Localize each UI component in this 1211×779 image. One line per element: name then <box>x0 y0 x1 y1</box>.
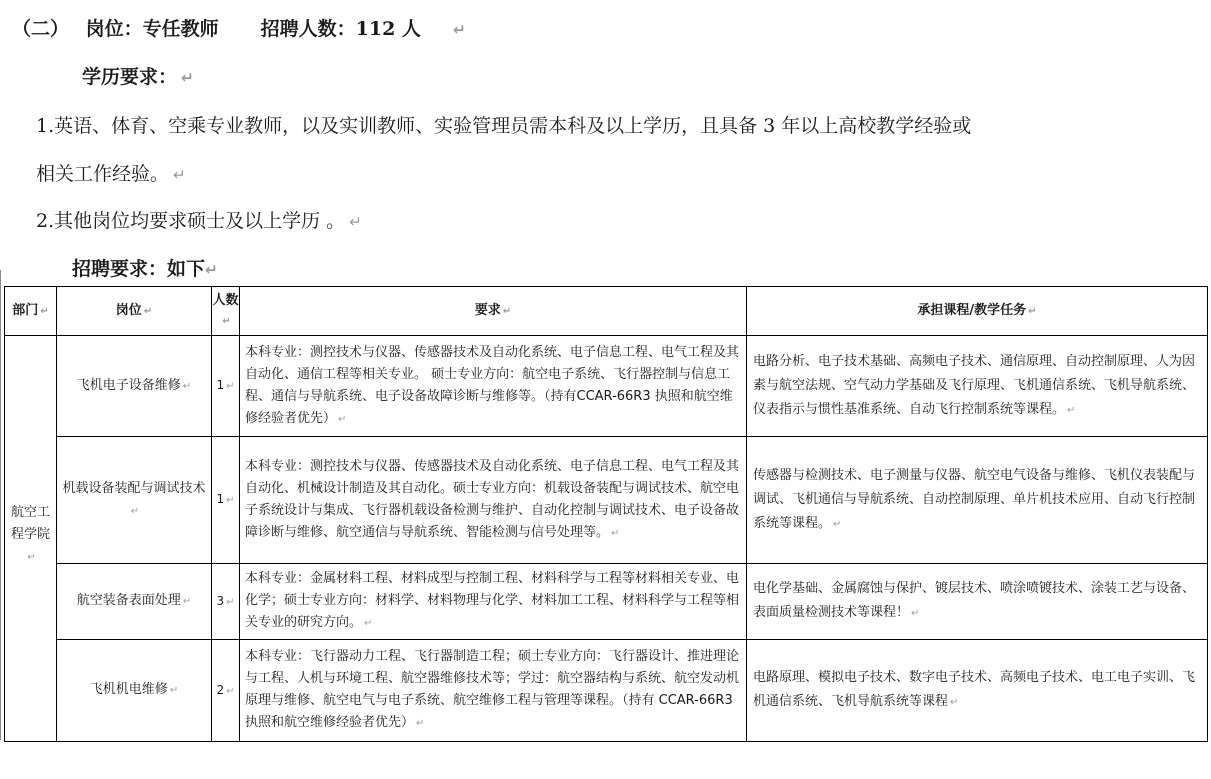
cell-mark-icon: ↵ <box>416 718 425 729</box>
cell-mark-icon: ↵ <box>27 552 36 563</box>
cell-mark-icon: ↵ <box>833 518 842 530</box>
courses-cell: 电路分析、电子技术基础、高频电子技术、通信原理、自动控制原理、人为因素与航空法规、空气动力学基础及飞行原理、飞机通信系统、飞机导航系统、仪表指示与惯性基准系统、自动飞行控制系统等课程。 ↵ <box>747 336 1208 437</box>
education-title <box>82 62 194 89</box>
cell-mark-icon: ↵ <box>222 315 231 327</box>
table-row <box>5 564 1208 640</box>
courses-cell: 传感器与检测技术、电子测量与仪器、航空电气设备与维修、飞机仪表装配与调试、飞机通信与导航系统、自动控制原理、单片机技术应用、自动飞行控制系统等课程。 ↵ <box>747 437 1208 564</box>
header-dept: 部门 ↵ <box>5 287 57 336</box>
cell-mark-icon: ↵ <box>1028 305 1037 317</box>
education-title-text: 学历要求： <box>82 66 178 88</box>
cell-mark-icon: ↵ <box>226 685 235 697</box>
department-cell <box>5 336 57 742</box>
cell-mark-icon: ↵ <box>338 413 347 425</box>
count-cell: 1 ↵ <box>212 336 240 437</box>
education-requirement-2-text: 2.其他岗位均要求硕士及以上学历 。 <box>36 210 346 232</box>
cell-mark-icon: ↵ <box>182 596 192 607</box>
requirement-cell: 本科专业：测控技术与仪器、传感器技术及自动化系统、电子信息工程、电气工程及其自动化、通信工程等相关专业。 硕士专业方向：航空电子系统、飞行器控制与信息工程、通信与导航系统、电子设备故障诊断与维修等。（持有CCAR-66R3 执照和航空维修经验者优先） ↵ <box>240 336 747 437</box>
position-cell: 飞机电子设备维修 ↵ <box>57 336 212 437</box>
education-requirement-2 <box>36 206 362 233</box>
requirement-cell: 本科专业：测控技术与仪器、传感器技术及自动化系统、电子信息工程、电气工程及其自动化、机械设计制造及其自动化。硕士专业方向：机载设备装配与调试技术、航空电子系统设计与集成、飞行器机载设备检测与维护、自动化控制与调试技术、电子设备故障诊断与维修、航空通信与导航系统、智能检测与信号处理等。 ↵ <box>240 437 747 564</box>
header-courses: 承担课程/教学任务 ↵ <box>747 287 1208 336</box>
cell-mark-icon: ↵ <box>226 381 235 392</box>
position-cell: 飞机机电维修 ↵ <box>57 640 212 742</box>
education-requirement-1b-text: 相关工作经验。 <box>36 163 170 185</box>
section-heading <box>12 14 466 41</box>
paragraph-mark-icon: ↵ <box>173 166 186 184</box>
cell-mark-icon: ↵ <box>143 305 153 317</box>
table-header-row <box>5 287 1208 336</box>
department-name: 航空工程学院 <box>10 505 50 542</box>
paragraph-mark-icon: ↵ <box>452 21 466 39</box>
requirement-cell: 本科专业：飞行器动力工程、飞行器制造工程；硕士专业方向：飞行器设计、推进理论与工程、人机与环境工程、航空器维修技术等；学过：航空器结构与系统、航空发动机原理与维修、航空电气与电子系统、航空维修工程与管理等课程。（持有 CCAR-66R3 执照和航空维修经验者优先） ↵ <box>240 640 747 742</box>
header-requirement: 要求 ↵ <box>240 287 747 336</box>
cell-mark-icon: ↵ <box>911 608 920 619</box>
recruit-title-text: 招聘要求：如下 <box>72 258 206 280</box>
table-row <box>5 437 1208 564</box>
page-margin-line <box>0 270 1 740</box>
count-cell: 1 ↵ <box>212 437 240 564</box>
cell-mark-icon: ↵ <box>40 305 49 317</box>
recruit-requirements-title <box>72 254 218 281</box>
cell-mark-icon: ↵ <box>1067 404 1076 416</box>
cell-mark-icon: ↵ <box>169 685 179 696</box>
recruit-count: 招聘人数：112 人 <box>260 18 421 40</box>
education-requirement-1-line-2 <box>36 159 186 186</box>
header-position: 岗位 ↵ <box>57 287 212 336</box>
courses-cell: 电路原理、模拟电子技术、数字电子技术、高频电子技术、电工电子实训、飞机通信系统、飞机导航系统等课程 ↵ <box>747 640 1208 742</box>
cell-mark-icon: ↵ <box>226 596 235 608</box>
education-requirement-1-line-1 <box>36 111 971 138</box>
count-cell: 2 ↵ <box>212 640 240 742</box>
cell-mark-icon: ↵ <box>364 618 373 629</box>
education-requirement-1a-text: 1.英语、体育、空乘专业教师，以及实训教师、实验管理员需本科及以上学历，且具备 3 年以上高校教学经验或 <box>36 115 972 137</box>
recruitment-table <box>4 286 1208 742</box>
header-count: 人数↵ <box>212 287 240 336</box>
cell-mark-icon: ↵ <box>226 495 235 506</box>
cell-mark-icon: ↵ <box>182 380 192 392</box>
table-row <box>5 336 1208 437</box>
paragraph-mark-icon: ↵ <box>181 69 194 87</box>
count-cell: 3 ↵ <box>212 564 240 640</box>
courses-cell: 电化学基础、金属腐蚀与保护、镀层技术、喷涂喷镀技术、涂装工艺与设备、表面质量检测技术等课程！ ↵ <box>747 564 1208 640</box>
paragraph-mark-icon: ↵ <box>349 213 362 231</box>
cell-mark-icon: ↵ <box>130 505 140 517</box>
paragraph-mark-icon: ↵ <box>205 261 218 279</box>
position-cell: 航空装备表面处理 ↵ <box>57 564 212 640</box>
page-cutoff <box>0 742 1211 779</box>
requirement-cell: 本科专业：金属材料工程、材料成型与控制工程、材料科学与工程等材料相关专业、电化学；硕士专业方向：材料学、材料物理与化学、材料加工工程、材料科学与工程等相关专业的研究方向。 ↵ <box>240 564 747 640</box>
cell-mark-icon: ↵ <box>502 305 512 317</box>
post-title: 岗位：专任教师 <box>85 18 219 40</box>
table-row <box>5 640 1208 742</box>
cell-mark-icon: ↵ <box>950 697 959 708</box>
position-cell: 机载设备装配与调试技术↵ <box>57 437 212 564</box>
section-prefix: （二） <box>12 18 70 40</box>
cell-mark-icon: ↵ <box>611 527 620 539</box>
